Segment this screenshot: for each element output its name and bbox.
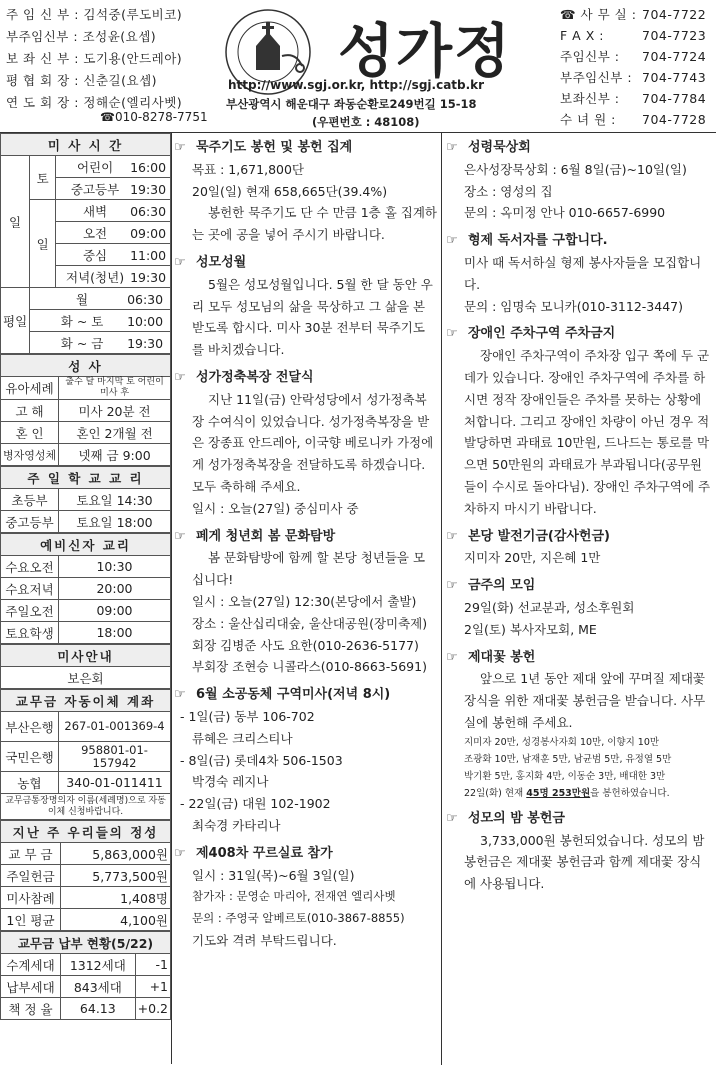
bulletin-header	[0, 0, 716, 132]
table-row: 1인 평균 4,100원	[1, 909, 171, 931]
sunday-group-label: 일	[1, 156, 30, 288]
sacrament-title: 성 사	[1, 355, 171, 377]
weekly-offering-table	[0, 820, 171, 931]
table-row: 주일헌금 5,773,500원	[1, 865, 171, 887]
dues-status-title: 교무금 납부 현황(5/22)	[1, 932, 171, 954]
pointing-hand-icon: ☞	[174, 687, 186, 703]
church-address: 부산광역시 해운대구 좌동순환로249번길 15-18	[226, 97, 477, 111]
info-sidebar	[0, 132, 172, 1064]
announcement-heading: 성가정축복장 전달식	[196, 369, 314, 385]
table-row: 주일오전 09:00	[1, 600, 171, 622]
announcement-heading: 금주의 모임	[468, 578, 536, 594]
announcement-column-right	[446, 133, 716, 1065]
announcement-cursillo: ☞ 제408차 꾸르실료 참가 일시 : 31일(목)~6월 3일(일) 참가자 : 문영순 마리아, 전재연 엘리사벳 문의 : 주영국 알베르토(010-3867-8855) 기도와 격려 부탁드립니다.	[174, 843, 437, 952]
auto-transfer-note: 교무금통장명의자 이름(세례명)으로 자동이체 신청바랍니다.	[1, 794, 171, 820]
pointing-hand-icon: ☞	[446, 326, 458, 342]
table-row: 농협 340-01-011411	[1, 772, 171, 794]
announcement-marian-month: ☞ 성모성월 5월은 성모성월입니다. 5월 한 달 동안 우리 모두 성모님의 삶을 묵상하고 그 삶을 본받도록 합시다. 미사 30분 전부터 묵주기도를 바치겠습니다.	[174, 252, 437, 361]
table-row: 수요오전 10:30	[1, 556, 171, 578]
announcement-holy-family-award: ☞ 성가정축복장 전달식 지난 11일(금) 안락성당에서 성가정축복장 수여식이 있었습니다. 성가정축복장을 받은 장종표 안드레아, 이국향 베로니카 가정에게 성가정축복장을 전달하도록 하겠습니다. 모두 축하해 주세요. 일시 : 오늘(27일) 중심미사 중	[174, 367, 437, 520]
pointing-hand-icon: ☞	[174, 845, 186, 861]
clergy-row: 부주임신부 : 조성윤(요셉)	[6, 29, 157, 44]
announcement-column-left	[174, 133, 442, 1065]
table-row: 수계세대 1312세대 -1	[1, 954, 171, 976]
mass-guide-title: 미사안내	[1, 645, 171, 667]
table-row: 책 정 율 64.13 +0.2	[1, 998, 171, 1020]
clergy-row: 주 임 신 부 : 김석중(루도비코)	[6, 7, 183, 22]
table-row: 초등부 토요일 14:30	[1, 489, 171, 511]
clergy-row: 보 좌 신 부 : 도기용(안드레아)	[6, 51, 183, 66]
announcement-rosary: ☞ 묵주기도 봉헌 및 봉헌 집계 목표 : 1,671,800단 20일(일) 현재 658,665단(39.4%) 봉헌한 묵주기도 단 수 만큼 1층 홀 집계하는 곳에 공을 넣어 주시기 바랍니다.	[174, 137, 437, 246]
announcement-district-mass: ☞ 6월 소공동체 구역미사(저녁 8시) - 1일(금) 동부 106-702 류혜은 크리스티나 - 8일(금) 롯데4차 506-1503 박경숙 레지나 - 22일(금) 대원 102-1902 최숙경 카타리나	[174, 684, 437, 837]
dues-status-table	[0, 931, 171, 1020]
table-row: 토요학생 18:00	[1, 622, 171, 644]
table-row: 일 토 어린이 16:00	[1, 156, 171, 178]
table-row: 오전 09:00	[1, 222, 171, 244]
table-row: 중고등부 19:30	[1, 178, 171, 200]
catechumen-title: 예비신자 교리	[1, 534, 171, 556]
announcement-heading: 페게 청년회 봄 문화탐방	[196, 528, 336, 544]
pointing-hand-icon: ☞	[174, 254, 186, 270]
table-row: 미사참례 1,408명	[1, 887, 171, 909]
office-phone-row: 부주임신부 : 704-7743	[560, 70, 707, 85]
announcement-altar-flowers: ☞ 제대꽃 봉헌 앞으로 1년 동안 제대 앞에 꾸며질 제대꽃 장식을 위한 재대꽃 봉헌금을 받습니다. 사무실에 봉헌해 주세요. 지미자 20만, 성경봉사자회 10만, 이향지 10만 조광화 10만, 남재훈 5만, 남균범 5만, 유정열 5만 박기환 5만, 홍지화 4만, 이동순 3만, 배대한 3만 22일(화) 현재 45명 253만원을 봉헌하였습니다.	[446, 647, 712, 802]
table-row: 중고등부 토요일 18:00	[1, 511, 171, 533]
clergy-row: 연 도 회 장 : 정해순(엘리사벳)	[6, 95, 183, 110]
table-row: 평일 월 06:30	[1, 288, 171, 310]
table-row: 납부세대 843세대 +1	[1, 976, 171, 998]
announcement-lector-recruit: ☞ 형제 독서자를 구합니다. 미사 때 독서하실 형제 봉사자들을 모집합니다. 문의 : 임명숙 모니카(010-3112-3447)	[446, 230, 712, 317]
table-row: 수요저녁 20:00	[1, 578, 171, 600]
announcement-heading: 6월 소공동체 구역미사(저녁 8시)	[196, 687, 391, 703]
sunday-label: 일	[30, 200, 56, 288]
pointing-hand-icon: ☞	[446, 810, 458, 826]
website-links[interactable]: http://www.sgj.or.kr, http://sgj.catb.kr	[228, 78, 485, 92]
table-row: 화 ~ 금 19:30	[1, 332, 171, 354]
announcement-youth-tour: ☞ 페게 청년회 봄 문화탐방 봄 문화탐방에 함께 할 본당 청년들을 모십니다! 일시 : 오늘(27일) 12:30(본당에서 출발) 장소 : 울산십리대숲, 울산대공원(장미축제) 회장 김병준 사도 요한(010-2636-5177) 부회장 조현승 니콜라스(010-8663-5691)	[174, 526, 437, 679]
pointing-hand-icon: ☞	[446, 528, 458, 544]
office-phone-row: 수 녀 원 : 704-7728	[560, 112, 707, 127]
announcement-heading: 성모성월	[196, 254, 247, 270]
weekly-offering-title: 지난 주 우리들의 정성	[1, 821, 171, 843]
table-row: 일 새벽 06:30	[1, 200, 171, 222]
mass-schedule-title: 미 사 시 간	[1, 134, 171, 156]
announcement-disabled-parking: ☞ 장애인 주차구역 주차금지 장애인 주차구역이 주차장 입구 쪽에 두 군데가 있습니다. 장애인 주차구역에 주차를 하시면 정작 장애인들은 주차를 못하는 상황에 처합니다. 그리고 장애인 차량이 아닌 경우 적발당하면 과태료 10만원, 드나드는 통로를 막으면 50만원의 과태료가 부과됩니다(공무원들이 수시로 돌아다님). 장애인 주차구역에 주차하지 마시기 바랍니다.	[446, 323, 712, 519]
announcement-area	[172, 132, 716, 1064]
table-row: 병자영성체 넷째 금 9:00	[1, 444, 171, 466]
contact-phone: ☎010-8278-7751	[100, 110, 208, 124]
announcement-may-night-offering: ☞ 성모의 밤 봉헌금 3,733,000원 봉헌되었습니다. 성모의 밤 봉헌금은 제대꽃 봉헌금과 함께 제대꽃 장식에 사용됩니다.	[446, 808, 712, 895]
announcement-heading: 형제 독서자를 구합니다.	[468, 233, 608, 249]
table-row: 고 해 미사 20분 전	[1, 400, 171, 422]
pointing-hand-icon: ☞	[174, 528, 186, 544]
table-row: 중심 11:00	[1, 244, 171, 266]
table-row: 국민은행 958801-01-157942	[1, 742, 171, 772]
pointing-hand-icon: ☞	[446, 649, 458, 665]
announcement-heading: 제대꽃 봉헌	[468, 649, 536, 665]
catechumen-table	[0, 533, 171, 644]
auto-transfer-title: 교무금 자동이체 계좌	[1, 690, 171, 712]
pointing-hand-icon: ☞	[174, 140, 186, 155]
announcement-heading: 제408차 꾸르실료 참가	[196, 845, 333, 861]
announcement-heading: 장애인 주차구역 주차금지	[468, 326, 616, 342]
announcement-heading: 성모의 밤 봉헌금	[468, 810, 565, 826]
table-row: 화 ~ 토 10:00	[1, 310, 171, 332]
announcement-heading: 묵주기도 봉헌 및 봉헌 집계	[196, 140, 353, 155]
table-row	[1, 794, 171, 820]
announcement-weekly-meetings: ☞ 금주의 모임 29일(화) 선교분과, 성소후원회 2일(토) 복사자모회, ME	[446, 575, 712, 640]
table-row: 교 무 금 5,863,000원	[1, 843, 171, 865]
announcement-development-fund: ☞ 본당 발전기금(감사헌금) 지미자 20만, 지은혜 1만	[446, 526, 712, 570]
office-phone-row: 주임신부 : 704-7724	[560, 49, 707, 64]
announcement-retreat: ☞ 성령묵상회 은사성장묵상회 : 6월 8일(금)~10일(일) 장소 : 영성의 집 문의 : 옥미정 안나 010-6657-6990	[446, 137, 712, 224]
postal-code: (우편번호 : 48108)	[312, 115, 420, 129]
table-row: 보은회	[1, 667, 171, 689]
clergy-row: 평 협 회 장 : 신춘길(요셉)	[6, 73, 158, 88]
announcement-heading: 성령묵상회	[468, 140, 531, 155]
table-row: 혼 인 혼인 2개월 전	[1, 422, 171, 444]
pointing-hand-icon: ☞	[446, 140, 458, 155]
sunday-school-table	[0, 466, 171, 533]
mass-schedule-table	[0, 133, 171, 354]
saturday-label: 토	[30, 156, 56, 200]
pointing-hand-icon: ☞	[174, 369, 186, 385]
pointing-hand-icon: ☞	[446, 233, 458, 249]
sunday-school-title: 주 일 학 교 교 리	[1, 467, 171, 489]
office-phone-row: ☎ 사 무 실 : 704-7722	[560, 7, 707, 22]
table-row: 유아세례 출수 달 마지막 토 어린이 미사 후	[1, 377, 171, 400]
announcement-heading: 본당 발전기금(감사헌금)	[468, 528, 610, 544]
weekday-label: 평일	[1, 288, 30, 354]
office-phone-row: 보좌신부 : 704-7784	[560, 91, 707, 106]
table-row: 부산은행 267-01-001369-4	[1, 712, 171, 742]
bulletin-title: 성가정	[338, 17, 513, 85]
pointing-hand-icon: ☞	[446, 578, 458, 594]
auto-transfer-table	[0, 689, 171, 820]
table-row: 저녁(청년) 19:30	[1, 266, 171, 288]
sacrament-table	[0, 354, 171, 466]
mass-guide-table	[0, 644, 171, 689]
office-phone-row: F A X : 704-7723	[560, 28, 707, 43]
